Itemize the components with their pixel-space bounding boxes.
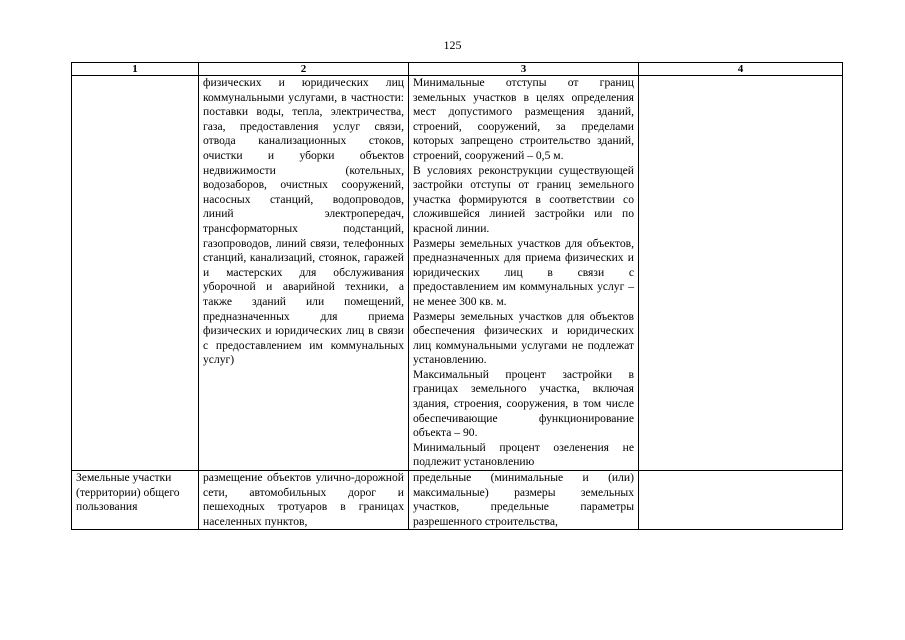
row1-restrictions-cell <box>639 76 843 471</box>
row1-parameter-paragraph: Размеры земельных участков для объектов, предназначенных для приема физических и юридических лиц в связи с предоставлением им коммунальных услуг – не менее 300 кв. м. <box>413 236 634 308</box>
row1-parameter-paragraph: Максимальный процент застройки в границах земельного участка, включая здания, строения, сооружения, в том числе обеспечивающие функционирование объекта – 90. <box>413 367 634 440</box>
row1-land-use-cell <box>72 76 199 471</box>
row1-parameter-paragraph: Минимальный процент озеленения не подлежит установлению <box>413 440 634 469</box>
table-row <box>72 76 843 471</box>
page-number: 125 <box>443 38 462 52</box>
regulations-table <box>71 62 843 530</box>
row2-permitted-use-cell <box>199 471 409 530</box>
row1-permitted-use-cell <box>199 76 409 471</box>
row2-parameters-text: предельные (минимальные и (или) максимальные) размеры земельных участков, предельные параметры разрешенного строительства, <box>413 471 634 528</box>
row1-parameter-paragraph: Размеры земельных участков для объектов обеспечения физических и юридических лиц коммунальными услугами не подлежат установлению. <box>413 309 634 367</box>
column-header-2: 2 <box>199 63 409 76</box>
column-header-3: 3 <box>409 63 639 76</box>
column-header-4: 4 <box>639 63 843 76</box>
row2-parameters-cell <box>409 471 639 530</box>
row1-parameters-cell <box>409 76 639 471</box>
row1-parameter-paragraph: В условиях реконструкции существующей застройки отступы от границ земельного участка формируются в соответствии со сложившейся линией застройки или по красной линии. <box>413 163 634 235</box>
row2-restrictions-cell <box>639 471 843 530</box>
column-header-1: 1 <box>72 63 199 76</box>
row1-permitted-use-text: физических и юридических лиц коммунальными услугами, в частности: поставки воды, тепла, электричества, газа, предоставления услуг связи, отвода канализационных стоков, очистки и уборки объектов недвижимости (котельных, водозаборов, очистных сооружений, насосных станций, водопроводов, линий электропередач, трансформаторных подстанций, газопроводов, линий связи, телефонных станций, канализаций, стоянок, гаражей и мастерских для обслуживания уборочной и аварийной техники, а также зданий или помещений, предназначенных для приема физических и юридических лиц в связи с предоставлением им коммунальных услуг) <box>203 76 404 367</box>
row2-land-use-cell: Земельные участки (территории) общего пользования <box>72 471 199 530</box>
table-header-row <box>72 63 843 76</box>
row2-permitted-use-text: размещение объектов улично-дорожной сети, автомобильных дорог и пешеходных тротуаров в границах населенных пунктов, <box>203 471 404 528</box>
row1-parameter-paragraph: Минимальные отступы от границ земельных участков в целях определения мест допустимого размещения зданий, строений, сооружений, за пределами которых запрещено строительство зданий, строений, сооружений – 0,5 м. <box>413 76 634 162</box>
table-row <box>72 471 843 530</box>
